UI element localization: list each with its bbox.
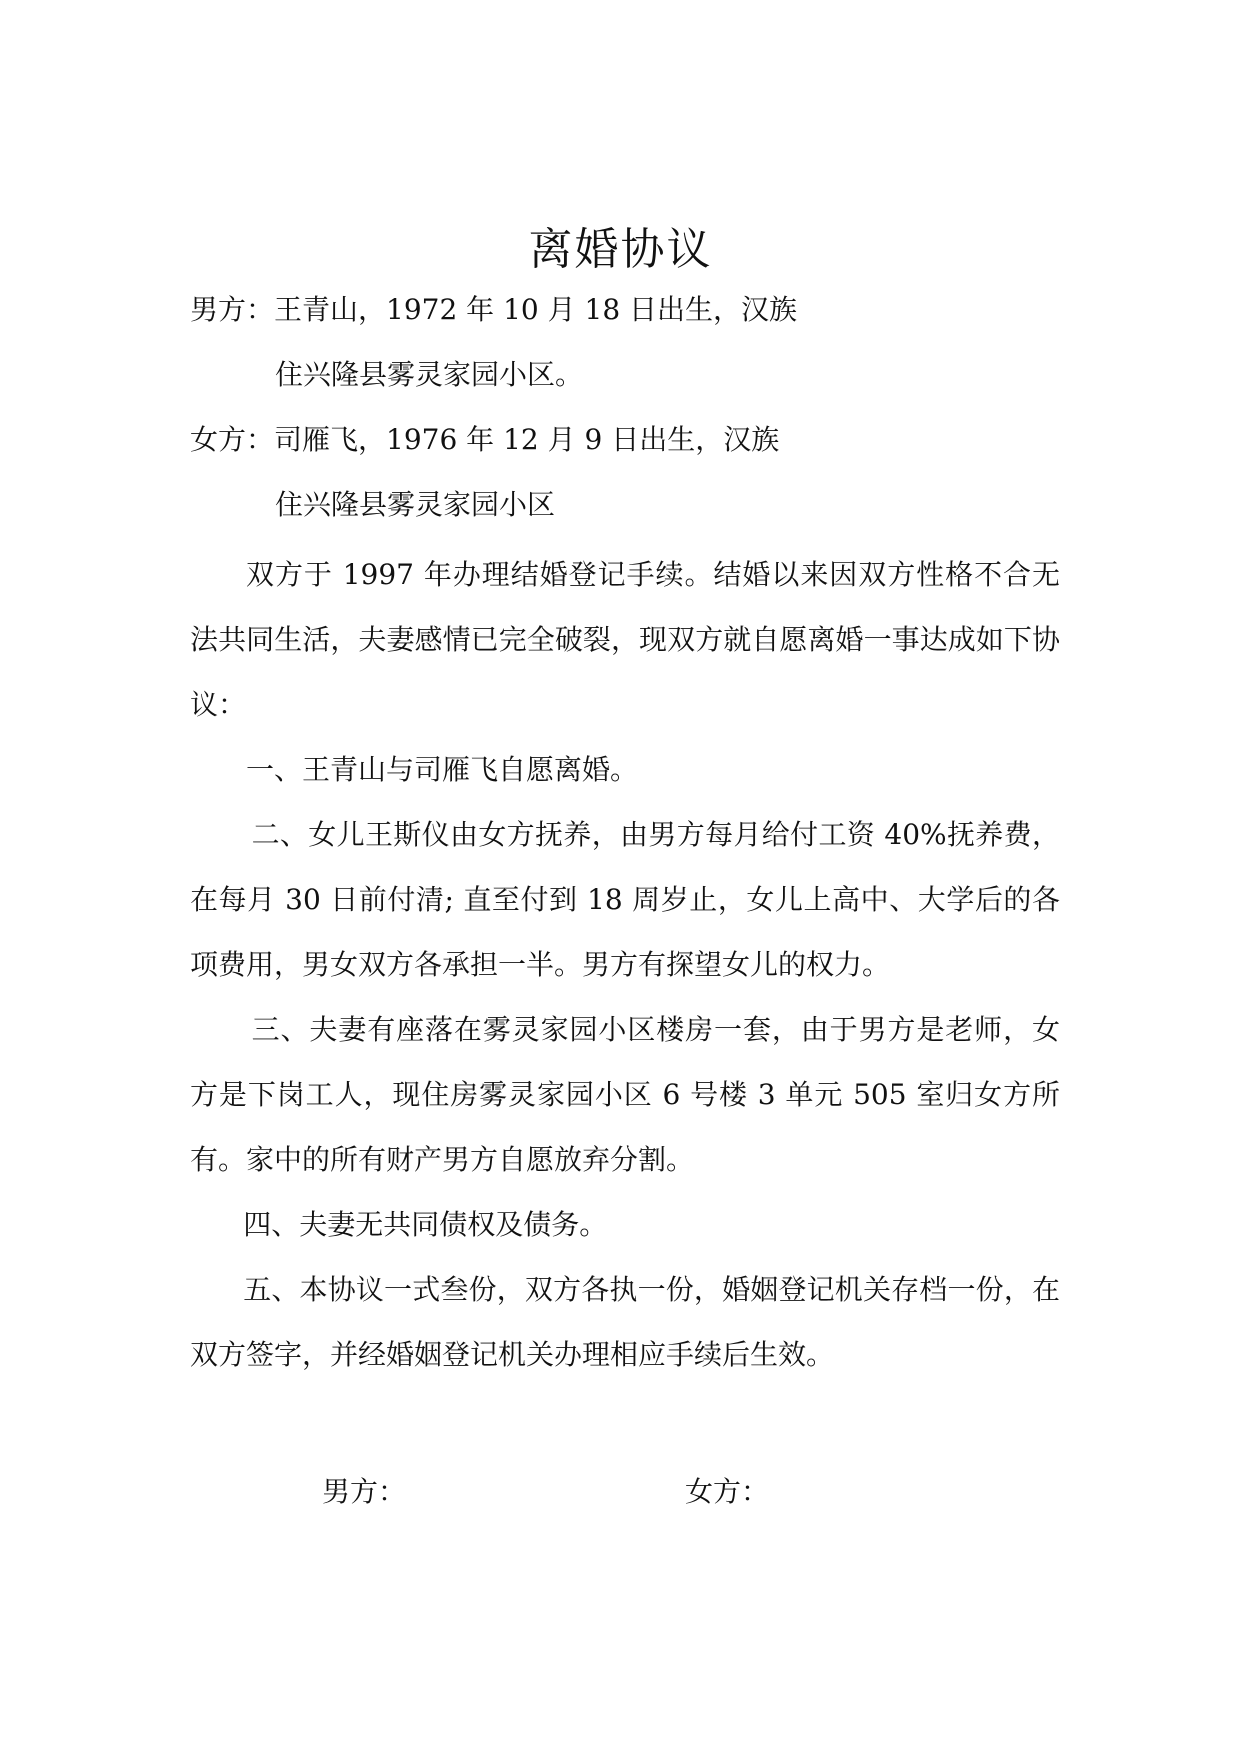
clause-2: 二、女儿王斯仪由女方抚养，由男方每月给付工资 40%抚养费，在每月 30 日前付清; 直至付到 18 周岁止，女儿上高中、大学后的各项费用，男女双方各承担一半。男方有探望女儿的权力。: [190, 818, 1060, 981]
male-party-label: 男方：: [190, 293, 275, 326]
female-signature-label: 女方：: [685, 1475, 770, 1508]
female-party-label: 女方：: [190, 423, 275, 456]
clause-4: 四、夫妻无共同债权及债务。: [243, 1208, 608, 1241]
clause-1: 一、王青山与司雁飞自愿离婚。: [246, 753, 639, 786]
agreement-body: [190, 542, 1060, 1387]
intro-paragraph: 双方于 1997 年办理结婚登记手续。结婚以来因双方性格不合无法共同生活，夫妻感情已完全破裂，现双方就自愿离婚一事达成如下协议：: [190, 558, 1060, 721]
female-party-line: [190, 420, 779, 460]
male-party-info: 王青山，1972 年 10 月 18 日出生，汉族: [274, 293, 798, 326]
clause-3: 三、夫妻有座落在雾灵家园小区楼房一套，由于男方是老师，女方是下岗工人，现住房雾灵家园小区 6 号楼 3 单元 505 室归女方所有。家中的所有财产男方自愿放弃分割。: [190, 1013, 1060, 1176]
female-party-address: 住兴隆县雾灵家园小区: [275, 488, 556, 521]
document-title: 离婚协议: [528, 224, 713, 275]
male-party-line: [190, 290, 797, 330]
male-party-address: 住兴隆县雾灵家园小区。: [275, 358, 584, 391]
male-signature-label: 男方：: [322, 1475, 407, 1508]
female-party-info: 司雁飞，1976 年 12 月 9 日出生，汉族: [274, 423, 780, 456]
clause-5: 五、本协议一式叁份，双方各执一份，婚姻登记机关存档一份，在双方签字，并经婚姻登记机关办理相应手续后生效。: [190, 1273, 1060, 1371]
